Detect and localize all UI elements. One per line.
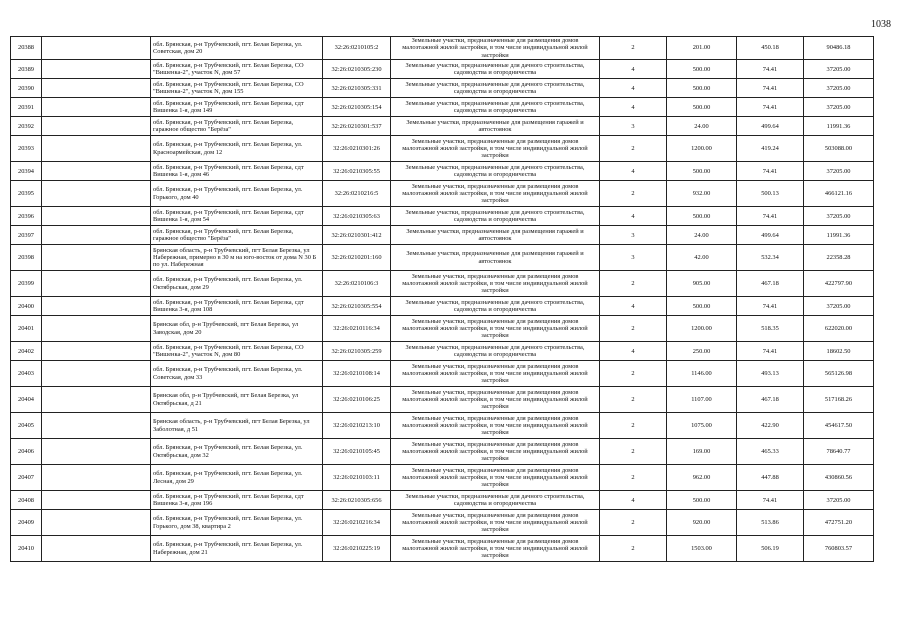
row-number: 20394: [11, 162, 42, 181]
cadastral-number-cell: 32:26:0210103:11: [323, 465, 391, 491]
land-registry-table: [10, 36, 874, 562]
cadastral-value-cell: 37205.00: [804, 79, 874, 98]
unit-value-cell: 74.41: [737, 60, 804, 79]
cadastral-number-cell: 32:26:0210216:5: [323, 181, 391, 207]
use-group-cell: 3: [600, 117, 667, 136]
empty-cell: [42, 387, 151, 413]
area-cell: 250.00: [667, 342, 737, 361]
area-cell: 500.00: [667, 297, 737, 316]
cadastral-number-cell: 32:26:0210305:63: [323, 207, 391, 226]
use-group-cell: 4: [600, 342, 667, 361]
cadastral-value-cell: 78640.77: [804, 439, 874, 465]
land-use-cell: Земельные участки, предназначенные для дачного строительства, садоводства и огородничества: [391, 207, 600, 226]
use-group-cell: 2: [600, 136, 667, 162]
row-number: 20396: [11, 207, 42, 226]
empty-cell: [42, 117, 151, 136]
land-use-cell: Земельные участки, предназначенные для размещения домов малоэтажной жилой застройки, в том числе индивидуальной жилой застройки: [391, 439, 600, 465]
table-row: [11, 79, 874, 98]
unit-value-cell: 467.18: [737, 387, 804, 413]
use-group-cell: 4: [600, 79, 667, 98]
cadastral-number-cell: 32:26:0210201:160: [323, 245, 391, 271]
use-group-cell: 2: [600, 510, 667, 536]
area-cell: 201.00: [667, 37, 737, 60]
area-cell: 962.00: [667, 465, 737, 491]
land-use-cell: Земельные участки, предназначенные для дачного строительства, садоводства и огородничества: [391, 60, 600, 79]
empty-cell: [42, 37, 151, 60]
cadastral-value-cell: 37205.00: [804, 207, 874, 226]
row-number: 20399: [11, 271, 42, 297]
table-row: [11, 37, 874, 60]
area-cell: 500.00: [667, 79, 737, 98]
table-row: [11, 162, 874, 181]
use-group-cell: 4: [600, 207, 667, 226]
cadastral-number-cell: 32:26:0210301:412: [323, 226, 391, 245]
cadastral-number-cell: 32:26:0210106:25: [323, 387, 391, 413]
use-group-cell: 3: [600, 226, 667, 245]
land-use-cell: Земельные участки, предназначенные для размещения домов малоэтажной жилой застройки, в том числе индивидуальной жилой застройки: [391, 465, 600, 491]
empty-cell: [42, 98, 151, 117]
cadastral-number-cell: 32:26:0210216:34: [323, 510, 391, 536]
land-use-cell: Земельные участки, предназначенные для размещения домов малоэтажной жилой застройки, в том числе индивидуальной жилой застройки: [391, 387, 600, 413]
table-row: [11, 491, 874, 510]
address-cell: обл. Брянская, р-н Трубчевский, пгт. Белая Березка, ул. Горького, дом 40: [151, 181, 323, 207]
row-number: 20403: [11, 361, 42, 387]
use-group-cell: 3: [600, 245, 667, 271]
address-cell: обл. Брянская, р-н Трубчевский, пгт. Белая Березка, ул. Красноармейская, дом 12: [151, 136, 323, 162]
cadastral-number-cell: 32:26:0210105:2: [323, 37, 391, 60]
unit-value-cell: 513.86: [737, 510, 804, 536]
land-use-cell: Земельные участки, предназначенные для дачного строительства, садоводства и огородничества: [391, 297, 600, 316]
row-number: 20410: [11, 536, 42, 562]
cadastral-value-cell: 18602.50: [804, 342, 874, 361]
unit-value-cell: 450.18: [737, 37, 804, 60]
table-row: [11, 117, 874, 136]
unit-value-cell: 74.41: [737, 79, 804, 98]
empty-cell: [42, 413, 151, 439]
row-number: 20388: [11, 37, 42, 60]
cadastral-value-cell: 37205.00: [804, 491, 874, 510]
cadastral-value-cell: 22358.28: [804, 245, 874, 271]
cadastral-value-cell: 37205.00: [804, 98, 874, 117]
cadastral-number-cell: 32:26:0210108:14: [323, 361, 391, 387]
land-use-cell: Земельные участки, предназначенные для размещения гаражей и автостоянок: [391, 245, 600, 271]
cadastral-number-cell: 32:26:0210305:554: [323, 297, 391, 316]
empty-cell: [42, 60, 151, 79]
area-cell: 1200.00: [667, 316, 737, 342]
cadastral-number-cell: 32:26:0210305:259: [323, 342, 391, 361]
page-number: 1038: [871, 19, 891, 30]
table-row: [11, 342, 874, 361]
cadastral-value-cell: 454617.50: [804, 413, 874, 439]
area-cell: 500.00: [667, 162, 737, 181]
area-cell: 932.00: [667, 181, 737, 207]
land-use-cell: Земельные участки, предназначенные для размещения домов малоэтажной жилой застройки, в том числе индивидуальной жилой застройки: [391, 181, 600, 207]
unit-value-cell: 74.41: [737, 207, 804, 226]
land-use-cell: Земельные участки, предназначенные для размещения домов малоэтажной жилой застройки, в том числе индивидуальной жилой застройки: [391, 361, 600, 387]
address-cell: обл. Брянская, р-н Трубчевский, пгт. Белая Березка, гаражное общество "Берёза": [151, 117, 323, 136]
unit-value-cell: 532.34: [737, 245, 804, 271]
unit-value-cell: 500.13: [737, 181, 804, 207]
empty-cell: [42, 342, 151, 361]
cadastral-value-cell: 472751.20: [804, 510, 874, 536]
land-use-cell: Земельные участки, предназначенные для размещения домов малоэтажной жилой застройки, в том числе индивидуальной жилой застройки: [391, 536, 600, 562]
unit-value-cell: 74.41: [737, 297, 804, 316]
empty-cell: [42, 79, 151, 98]
address-cell: обл. Брянская, р-н Трубчевский, пгт. Белая Березка, СО "Вишенка-2", участок N, дом 57: [151, 60, 323, 79]
row-number: 20401: [11, 316, 42, 342]
cadastral-value-cell: 90486.18: [804, 37, 874, 60]
row-number: 20397: [11, 226, 42, 245]
land-use-cell: Земельные участки, предназначенные для размещения домов малоэтажной жилой застройки, в том числе индивидуальной жилой застройки: [391, 510, 600, 536]
use-group-cell: 2: [600, 387, 667, 413]
use-group-cell: 2: [600, 413, 667, 439]
cadastral-value-cell: 422797.90: [804, 271, 874, 297]
unit-value-cell: 74.41: [737, 342, 804, 361]
address-cell: обл. Брянская, р-н Трубчевский, пгт. Белая Березка, сдт Вишенка 1-я, дом 46: [151, 162, 323, 181]
address-cell: обл. Брянская, р-н Трубчевский, пгт. Белая Березка, СО "Вишенка-2", участок N, дом 155: [151, 79, 323, 98]
cadastral-number-cell: 32:26:0210305:55: [323, 162, 391, 181]
cadastral-number-cell: 32:26:0210305:656: [323, 491, 391, 510]
table-row: [11, 510, 874, 536]
area-cell: 500.00: [667, 207, 737, 226]
unit-value-cell: 74.41: [737, 491, 804, 510]
address-cell: обл. Брянская, р-н Трубчевский, пгт. Белая Березка, сдт Вишенка 3-я, дом 196: [151, 491, 323, 510]
cadastral-number-cell: 32:26:0210225:19: [323, 536, 391, 562]
table-row: [11, 136, 874, 162]
use-group-cell: 4: [600, 60, 667, 79]
table-row: [11, 536, 874, 562]
table-row: [11, 387, 874, 413]
cadastral-value-cell: 37205.00: [804, 60, 874, 79]
address-cell: обл. Брянская, р-н Трубчевский, пгт. Белая Березка, гаражное общество "Берёза": [151, 226, 323, 245]
area-cell: 1146.00: [667, 361, 737, 387]
land-use-cell: Земельные участки, предназначенные для дачного строительства, садоводства и огородничества: [391, 79, 600, 98]
area-cell: 1503.00: [667, 536, 737, 562]
address-cell: Брянская область, р-н Трубчевский, пгт Белая Березка, ул Заболотная, д 51: [151, 413, 323, 439]
row-number: 20393: [11, 136, 42, 162]
area-cell: 42.00: [667, 245, 737, 271]
address-cell: обл. Брянская, р-н Трубчевский, пгт. Белая Березка, ул. Набережная, дом 21: [151, 536, 323, 562]
table-row: [11, 181, 874, 207]
empty-cell: [42, 181, 151, 207]
unit-value-cell: 465.33: [737, 439, 804, 465]
table-row: [11, 207, 874, 226]
address-cell: Брянская область, р-н Трубчевский, пгт Белая Березка, ул Набережная, примерно в 30 м на юго-восток от дома N 30 Б по ул. Набережная: [151, 245, 323, 271]
row-number: 20395: [11, 181, 42, 207]
table-row: [11, 271, 874, 297]
cadastral-value-cell: 517168.26: [804, 387, 874, 413]
area-cell: 169.00: [667, 439, 737, 465]
row-number: 20406: [11, 439, 42, 465]
address-cell: обл. Брянская, р-н Трубчевский, пгт. Белая Березка, ул. Октябрьская, дом 32: [151, 439, 323, 465]
land-use-cell: Земельные участки, предназначенные для размещения домов малоэтажной жилой застройки, в том числе индивидуальной жилой застройки: [391, 316, 600, 342]
address-cell: обл. Брянская, р-н Трубчевский, пгт. Белая Березка, ул. Октябрьская, дом 29: [151, 271, 323, 297]
area-cell: 1075.00: [667, 413, 737, 439]
unit-value-cell: 499.64: [737, 226, 804, 245]
use-group-cell: 4: [600, 162, 667, 181]
use-group-cell: 2: [600, 439, 667, 465]
land-use-cell: Земельные участки, предназначенные для дачного строительства, садоводства и огородничества: [391, 162, 600, 181]
empty-cell: [42, 536, 151, 562]
area-cell: 500.00: [667, 98, 737, 117]
table-row: [11, 316, 874, 342]
table-row: [11, 439, 874, 465]
unit-value-cell: 74.41: [737, 98, 804, 117]
land-use-cell: Земельные участки, предназначенные для дачного строительства, садоводства и огородничества: [391, 342, 600, 361]
table-row: [11, 98, 874, 117]
area-cell: 500.00: [667, 60, 737, 79]
cadastral-value-cell: 37205.00: [804, 297, 874, 316]
cadastral-value-cell: 622020.00: [804, 316, 874, 342]
use-group-cell: 2: [600, 37, 667, 60]
table-row: [11, 361, 874, 387]
row-number: 20389: [11, 60, 42, 79]
empty-cell: [42, 439, 151, 465]
area-cell: 24.00: [667, 117, 737, 136]
empty-cell: [42, 207, 151, 226]
row-number: 20390: [11, 79, 42, 98]
empty-cell: [42, 245, 151, 271]
table-row: [11, 465, 874, 491]
cadastral-number-cell: 32:26:0210106:3: [323, 271, 391, 297]
empty-cell: [42, 510, 151, 536]
cadastral-number-cell: 32:26:0210301:26: [323, 136, 391, 162]
row-number: 20398: [11, 245, 42, 271]
cadastral-number-cell: 32:26:0210305:331: [323, 79, 391, 98]
table-row: [11, 297, 874, 316]
row-number: 20408: [11, 491, 42, 510]
empty-cell: [42, 136, 151, 162]
area-cell: 500.00: [667, 491, 737, 510]
use-group-cell: 4: [600, 297, 667, 316]
row-number: 20405: [11, 413, 42, 439]
unit-value-cell: 419.24: [737, 136, 804, 162]
row-number: 20400: [11, 297, 42, 316]
cadastral-value-cell: 37205.00: [804, 162, 874, 181]
unit-value-cell: 506.19: [737, 536, 804, 562]
table-row: [11, 245, 874, 271]
cadastral-number-cell: 32:26:0210116:34: [323, 316, 391, 342]
address-cell: Брянская обл, р-н Трубчевский, пгт Белая Березка, ул Октябрьская, д 21: [151, 387, 323, 413]
address-cell: обл. Брянская, р-н Трубчевский, пгт. Белая Березка, ул. Советская, дом 20: [151, 37, 323, 60]
use-group-cell: 2: [600, 271, 667, 297]
cadastral-number-cell: 32:26:0210213:10: [323, 413, 391, 439]
cadastral-value-cell: 503088.00: [804, 136, 874, 162]
address-cell: обл. Брянская, р-н Трубчевский, пгт. Белая Березка, ул. Горького, дом 38, квартира 2: [151, 510, 323, 536]
unit-value-cell: 499.64: [737, 117, 804, 136]
unit-value-cell: 493.13: [737, 361, 804, 387]
empty-cell: [42, 361, 151, 387]
area-cell: 1200.00: [667, 136, 737, 162]
area-cell: 24.00: [667, 226, 737, 245]
empty-cell: [42, 162, 151, 181]
use-group-cell: 2: [600, 361, 667, 387]
land-use-cell: Земельные участки, предназначенные для размещения домов малоэтажной жилой застройки, в том числе индивидуальной жилой застройки: [391, 136, 600, 162]
use-group-cell: 2: [600, 465, 667, 491]
cadastral-number-cell: 32:26:0210105:45: [323, 439, 391, 465]
unit-value-cell: 467.18: [737, 271, 804, 297]
land-use-cell: Земельные участки, предназначенные для размещения гаражей и автостоянок: [391, 117, 600, 136]
row-number: 20392: [11, 117, 42, 136]
land-use-cell: Земельные участки, предназначенные для дачного строительства, садоводства и огородничества: [391, 98, 600, 117]
row-number: 20409: [11, 510, 42, 536]
cadastral-number-cell: 32:26:0210305:230: [323, 60, 391, 79]
empty-cell: [42, 316, 151, 342]
land-use-cell: Земельные участки, предназначенные для размещения домов малоэтажной жилой застройки, в том числе индивидуальной жилой застройки: [391, 37, 600, 60]
empty-cell: [42, 465, 151, 491]
address-cell: обл. Брянская, р-н Трубчевский, пгт. Белая Березка, ул. Советская, дом 33: [151, 361, 323, 387]
cadastral-value-cell: 430860.56: [804, 465, 874, 491]
address-cell: обл. Брянская, р-н Трубчевский, пгт. Белая Березка, СО "Вишенка-2", участок N, дом 80: [151, 342, 323, 361]
cadastral-value-cell: 11991.36: [804, 117, 874, 136]
unit-value-cell: 422.90: [737, 413, 804, 439]
use-group-cell: 4: [600, 491, 667, 510]
address-cell: обл. Брянская, р-н Трубчевский, пгт. Белая Березка, ул. Лесная, дом 29: [151, 465, 323, 491]
cadastral-value-cell: 11991.36: [804, 226, 874, 245]
row-number: 20404: [11, 387, 42, 413]
unit-value-cell: 518.35: [737, 316, 804, 342]
row-number: 20407: [11, 465, 42, 491]
unit-value-cell: 74.41: [737, 162, 804, 181]
cadastral-value-cell: 760803.57: [804, 536, 874, 562]
unit-value-cell: 447.88: [737, 465, 804, 491]
empty-cell: [42, 271, 151, 297]
address-cell: обл. Брянская, р-н Трубчевский, пгт. Белая Березка, сдт Вишенка 3-я, дом 108: [151, 297, 323, 316]
row-number: 20402: [11, 342, 42, 361]
area-cell: 920.00: [667, 510, 737, 536]
use-group-cell: 2: [600, 181, 667, 207]
cadastral-number-cell: 32:26:0210305:154: [323, 98, 391, 117]
empty-cell: [42, 297, 151, 316]
use-group-cell: 4: [600, 98, 667, 117]
address-cell: обл. Брянская, р-н Трубчевский, пгт. Белая Березка, сдт Вишенка 1-я, дом 149: [151, 98, 323, 117]
table-row: [11, 413, 874, 439]
address-cell: обл. Брянская, р-н Трубчевский, пгт. Белая Березка, сдт Вишенка 1-я, дом 54: [151, 207, 323, 226]
land-use-cell: Земельные участки, предназначенные для дачного строительства, садоводства и огородничества: [391, 491, 600, 510]
land-use-cell: Земельные участки, предназначенные для размещения гаражей и автостоянок: [391, 226, 600, 245]
cadastral-number-cell: 32:26:0210301:537: [323, 117, 391, 136]
cadastral-value-cell: 466121.16: [804, 181, 874, 207]
empty-cell: [42, 491, 151, 510]
empty-cell: [42, 226, 151, 245]
land-use-cell: Земельные участки, предназначенные для размещения домов малоэтажной жилой застройки, в том числе индивидуальной жилой застройки: [391, 413, 600, 439]
area-cell: 1107.00: [667, 387, 737, 413]
cadastral-value-cell: 565126.98: [804, 361, 874, 387]
use-group-cell: 2: [600, 536, 667, 562]
area-cell: 905.00: [667, 271, 737, 297]
table-row: [11, 60, 874, 79]
row-number: 20391: [11, 98, 42, 117]
table-row: [11, 226, 874, 245]
address-cell: Брянская обл, р-н Трубчевский, пгт Белая Березка, ул Заводская, дом 20: [151, 316, 323, 342]
land-use-cell: Земельные участки, предназначенные для размещения домов малоэтажной жилой застройки, в том числе индивидуальной жилой застройки: [391, 271, 600, 297]
use-group-cell: 2: [600, 316, 667, 342]
